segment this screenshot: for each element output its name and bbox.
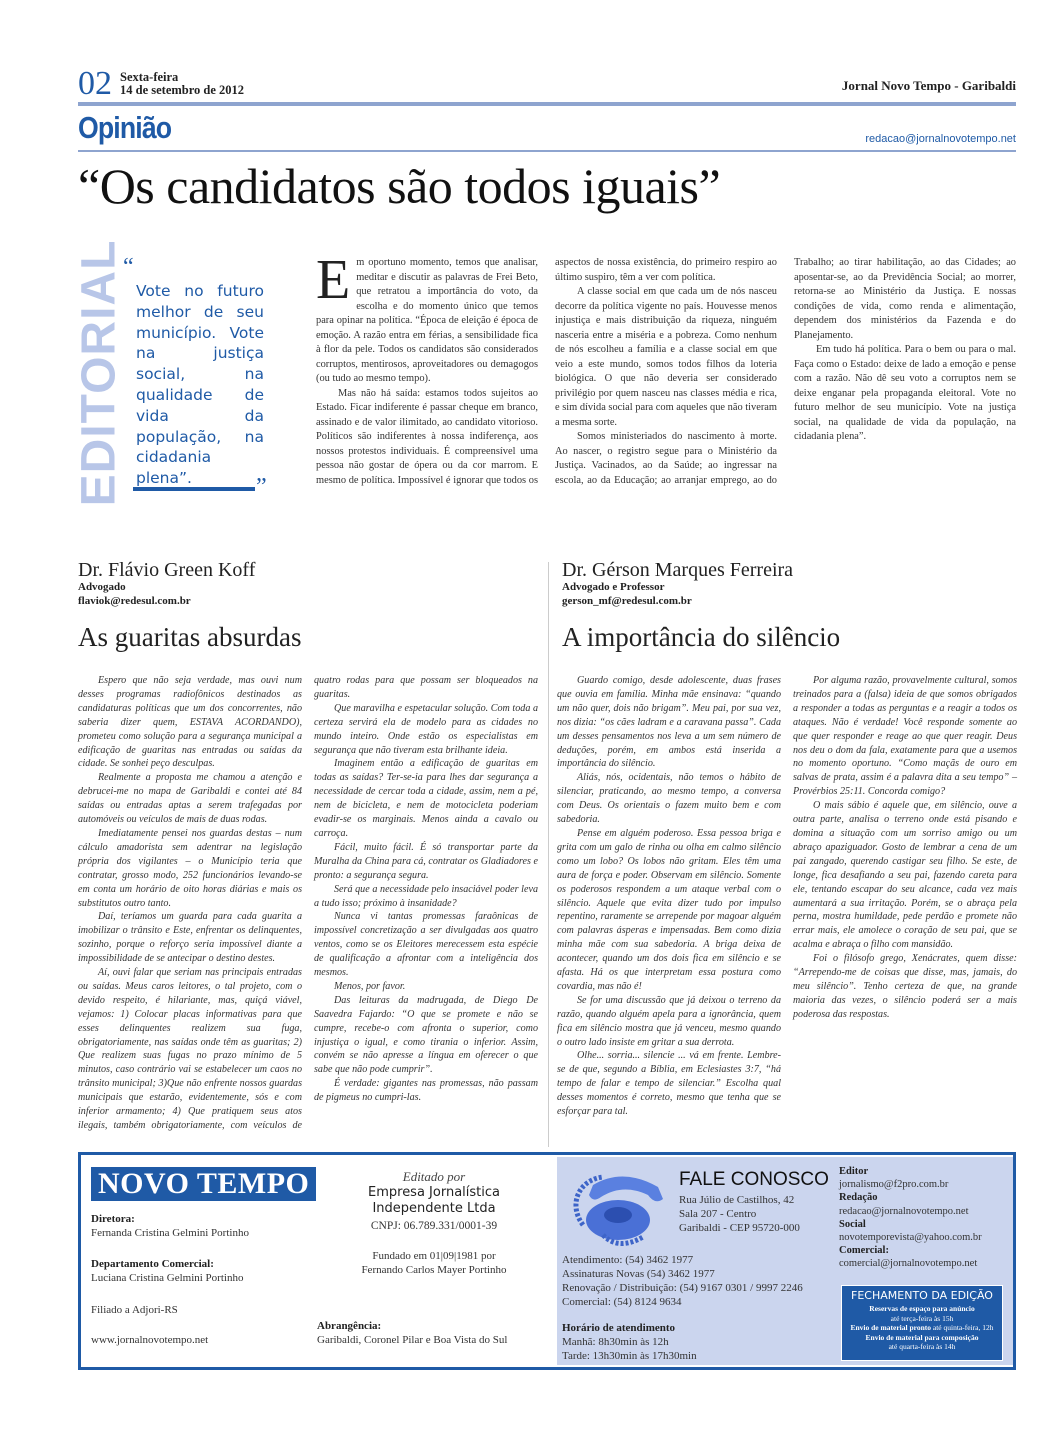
section-title: Opinião: [78, 110, 172, 145]
author-role: Advogado: [78, 581, 126, 593]
email-list: Editor jornalismo@f2pro.com.br Redação redacao@jornalnovotempo.net Social novotemporevista@yahoo.com.br Comercial: comercial@jornalnovotempo.net: [839, 1166, 982, 1270]
article-paragraph: Imediatamente pensei nos guardas destas – num cálculo amadorista sem adentrar na legislação própria dos vigilantes – o Município teria que contratar, grosso modo, 252 funcionários levando-se em conta um horário de oito horas diárias e mais os substitutos outro tanto.: [78, 827, 302, 909]
coverage-label: Abrangência:: [317, 1320, 382, 1332]
article-paragraph: Por alguma razão, provavelmente cultural, somos treinados para a (falsa) ideia de que somos obrigados a responder a todas as perguntas e a reagir a todos os ataques. Não é verdade! Você responde somente ao que quer responder e reage ao que quer reagir. Deus nos deu o dom da fala, exatamente para que a usemos no momento oportuno. “Como maçãs de ouro em salvas de prata, assim é a palavra dita a seu tempo” – Provérbios 25:11. Concorda comigo?: [793, 675, 1017, 798]
article-paragraph: Menos, por favor.: [334, 980, 406, 992]
masthead-footer: [78, 1152, 1016, 1370]
edited-by: Editado por: [402, 1169, 466, 1184]
author-byline: [78, 559, 538, 608]
editorial-label-text: EDITORIAL: [72, 239, 126, 507]
phone-item: Atendimento: (54) 3462 1977: [562, 1254, 694, 1266]
newspaper-name: Jornal Novo Tempo - Garibaldi: [841, 78, 1016, 93]
editorial-paragraph: Em oportuno momento, temos que analisar, meditar e discutir as palavras de Frei Beto, que retratou a importância do voto, da escolha e do momento único que temos para opinar na política. “Época de eleição é época de emoção. A razão entra em férias, a sensibilidade fica à flor da pele. Todos os candidatos são considerados corruptos, mentirosos, aproveitadores ou demagogos (ou tudo ao mesmo tempo).: [316, 249, 538, 384]
author-email[interactable]: flaviok@redesul.com.br: [78, 595, 191, 607]
author-email[interactable]: gerson_mf@redesul.com.br: [562, 595, 692, 607]
article-body: [557, 674, 1017, 1144]
section-email[interactable]: redacao@jornalnovotempo.net: [865, 133, 1016, 145]
editorial-paragraph: Mas não há saída: estamos todos sujeitos ao Estado. Ficar indiferente é passar cheque em branco, assinado e de valor ilimitado, ao candidato vitorioso. Políticos são indiferentes à nossa indiferença, aos nossos protestos individuais. É compreensível uma pessoa não gostar de ópera ou da cor marrom. E mesmo de política. Impossível é ignorar que todos os aspectos de nossa existência, do primeiro respiro ao último suspiro, têm a ver com política.: [316, 257, 777, 486]
open-quote-mark: “: [123, 254, 134, 280]
article-paragraph: É verdade: gigantes nas promessas, não passam de pigmeus no cumpri-las.: [314, 1078, 538, 1104]
commercial-label: Departamento Comercial:: [91, 1258, 214, 1270]
editorial-headline: “Os candidatos são todos iguais”: [78, 158, 721, 214]
email-link[interactable]: jornalismo@f2pro.com.br: [839, 1179, 949, 1191]
article-paragraph: Se for uma discussão que já deixou o terreno da razão, quando alguém apela para a ignorância, quem fica em silêncio mostra que já venceu, mesmo quando o outro lado insiste em gritar a sua derrota.: [557, 994, 781, 1048]
issue-date: [120, 71, 244, 97]
website-link[interactable]: www.jornalnovotempo.net: [91, 1334, 209, 1346]
page-number: 02: [78, 65, 112, 102]
date: 14 de setembro de 2012: [120, 83, 245, 97]
close-quote-mark: ”: [256, 474, 267, 500]
phone-item: Comercial: (54) 8124 9634: [562, 1296, 682, 1308]
article-paragraph: Pense em alguém poderoso. Essa pessoa briga e grita com um galo de rinha ou olha em calmo silêncio como um lobo? Os lobos não gritam. Eles têm uma aura de força e poder. Observam em silêncio. Somente os poderosos respondem a um ataque verbal com o silêncio. Aquele que evita dizer tudo por impulso repentino, raramente se arrepende por magoar alguém com palavras ásperas e impensadas. Bem como dizia minha mãe com sua sabedoria. A briga deixa de acontecer, quando um dos dois fica em silêncio e se afasta. Há os que interpretam essa postura como covardia, mas não é!: [557, 827, 781, 992]
editorial-label: [70, 239, 128, 507]
newspaper-logo: NOVO TEMPO: [91, 1167, 316, 1201]
article-paragraph: Das leituras da madrugada, de Diego De Saavedra Fajardo: “O que se promete e não se cumpre, recebe-o com afronta o superior, como injustiça o igual, e como tirania o inferior. Assim, convém se não apresse a língua em oferecer o que sabe que não pode cumprir”.: [314, 994, 538, 1076]
pull-quote-bar: [133, 487, 255, 491]
email-link[interactable]: novotemporevista@yahoo.com.br: [839, 1232, 982, 1244]
editorial-paragraph: Em tudo há política. Para o bem ou para o mal. Faça como o Estado: deixe de lado a emoção e pense com a razão. Não dê seu voto a corruptos nem se deixe enganar pela propaganda eleitoral. Vote no futuro melhor de seu município. Vote na justiça social, na qualidade de vida da população, na cidadania plena”.: [794, 344, 1016, 442]
article-paragraph: Aliás, nós, ocidentais, não temos o hábito de silenciar, praticando, ao mesmo tempo, a conversa com Deus. Os orientais o fazem muito bem e com sabedoria.: [557, 772, 781, 826]
founded: Fundado em 01|09|1981 por Fernando Carlos Mayer Portinho: [361, 1250, 507, 1276]
editorial-paragraph: A classe social em que cada um de nós nasceu decorre da política vigente no país. Houvesse menos injustiça e mais distribuição da riqueza, ninguém nasceria entre a miséria e a pobreza. Como nenhum de nós escolheu a família e a classe social em que veio a este mundo, somos todos filhos da loteria biológica. O que não deveria ser considerado privilégio por quem nasceu nas classes média e rica, e sim dívida social para com aqueles que não tiveram a mesma sorte.: [555, 286, 777, 428]
commercial-block: [91, 1257, 243, 1285]
article-paragraph: Que maravilha e espetacular solução. Com toda a certeza servirá ela de modelo para as cidades no mundo inteiro. Onde estão os especialistas em segurança que não tiveram esta brilhante ideia.: [314, 702, 538, 756]
contact-panel: [557, 1157, 1013, 1365]
coverage-block: [317, 1319, 507, 1347]
column-divider: [548, 562, 549, 1147]
contact-title: FALE CONOSCO: [679, 1169, 829, 1190]
article-paragraph: Fácil, muito fácil. É só transportar parte da Muralha da China para cá, contratar os Gladiadores e pronto: a segurança segura.: [314, 841, 538, 881]
header-divider: [78, 102, 1016, 106]
author-name: Dr. Flávio Green Koff: [78, 559, 256, 581]
article-paragraph: Nunca vi tantas promessas faraônicas de impossível concretização a ser divulgadas aos quatro ventos, como se os Eleitores merecessem esta espécie de qualificação a afrontar com a inteligência dos mesmos.: [314, 911, 538, 979]
publisher-block: [309, 1169, 559, 1277]
article-title: As guaritas absurdas: [78, 622, 302, 652]
contact-address: Rua Júlio de Castilhos, 42 Sala 207 - Centro Garibaldi - CEP 95720-000: [679, 1194, 800, 1234]
article-paragraph: Foi o filósofo grego, Xenácrates, quem disse: “Arrependo-me de coisas que disse, mas, jamais, do meu silêncio”. Tenho certeza de que, na grande maioria das vezes, o silêncio poderá ser a mais poderosa das respostas.: [793, 953, 1017, 1020]
closing-title: FECHAMENTO DA EDIÇÃO: [851, 1289, 993, 1302]
author-byline: [562, 559, 1022, 608]
article-paragraph: Aí, ouvi falar que seriam nas principais entradas ou saídas. Meus caros leitores, o tal projeto, com o devido respeito, é hilariante, mas, quiçá viável, vejamos: 1) Colocar placas informativas para que esses delinquentes realizem sua fuga, obrigatoriamente, nas saídas onde têm as guaritas; 2) Que realizem suas fugas no prazo mínimo de 5 minutos, caso contrário vai se estabelecer um caos no trânsito municipal; 3)Que não enfrente nossos guardas municipais que estarão, evidentemente, sós e com inferior armamento; 4) Que pratiquem seus atos ilegais, também obrigatoriamente, com veículos de quatro rodas para que possam ser bloqueados na guaritas.: [78, 675, 538, 1131]
author-name: Dr. Gérson Marques Ferreira: [562, 559, 794, 581]
article-paragraph: Imaginem então a edificação de guaritas em todas as saídas? Ter-se-ia para lhes dar segurança a necessidade de cercar toda a cidade, assim, nem a pé, nem de bicicleta, e nem de motocicleta poderiam evadir-se os marginais. Menos ainda a cavalo ou carroça.: [314, 758, 538, 839]
director-name: Fernanda Cristina Gelmini Portinho: [91, 1227, 249, 1239]
coverage: Garibaldi, Coronel Pilar e Boa Vista do Sul: [317, 1334, 508, 1346]
article-paragraph: Guardo comigo, desde adolescente, duas frases que ouvia em família. Minha mãe ensinava: “quando um não quer, dois não brigam”. Meu pai, por sua vez, nos dizia: “os cães ladram e a caravana passa”. Cada um desses pensamentos nos leva a um sem número de deduções, porém, em ambos está inserida a importância do silêncio.: [557, 675, 781, 770]
weekday: Sexta-feira: [120, 70, 179, 84]
office-hours: Horário de atendimento Manhã: 8h30min às 12h Tarde: 13h30min às 17h30min: [562, 1322, 697, 1362]
company-name: Empresa Jornalística Independente Ltda: [368, 1185, 500, 1216]
edition-closing-box: FECHAMENTO DA EDIÇÃO Reservas de espaço para anúncio até terça-feira às 15h Envio de material pronto até quinta-feira, 12h Envio de material para composição até quarta-feira às 14h: [841, 1285, 1003, 1361]
article-title: A importância do silêncio: [562, 622, 841, 652]
email-link[interactable]: redacao@jornalnovotempo.net: [839, 1205, 969, 1217]
phone-item: Renovação / Distribuição: (54) 9167 0301 / 9997 2246: [562, 1282, 803, 1294]
phone-list: [562, 1253, 803, 1309]
article-paragraph: Daí, teríamos um guarda para cada guarita a imobilizar o trânsito e Este, enfrentar os delinquentes, sozinho, porque o reforço seria impossível diante a impossibilidade de se antecipar o destino destes.: [78, 911, 302, 965]
article-paragraph: Espero que não seja verdade, mas ouvi num desses programas radiofônicos destinados as candidaturas políticas que um dos concorrentes, não saberia dizer quem, ESTAVA ACORDANDO), prometeu como solução para a segurança municipal a edificação de guaritas nas entradas ou saídas da cidade. Se sonhei peço desculpas.: [78, 675, 302, 770]
director-block: [91, 1212, 249, 1240]
article-paragraph: Será que a necessidade pelo insaciável poder leva a tudo isso; próximo à insanidade?: [314, 883, 538, 909]
article-paragraph: O mais sábio é aquele que, em silêncio, ouve a outra parte, analisa o terreno onde está pisando e domina a situação com um sorriso amigo ou um abraço apaziguador. Gosto de lembrar a cena de um pai zangado, querendo castigar seu filho. Se este, de longe, fica desafiando a seu pai, fazendo careta para ele, tentando escapar do seu alcance, cada vez mais aumentará a sua irritação. Porém, se o abraça pela perna, mostra humildade, pede perdão e promete não errar mais, ele amolece o coração de seu pai, que se acalma e abraça o filho com mansidão.: [793, 800, 1017, 951]
email-link[interactable]: comercial@jornalnovotempo.net: [839, 1258, 978, 1270]
article-body: [78, 674, 538, 1144]
commercial-name: Luciana Cristina Gelmini Portinho: [91, 1272, 244, 1284]
article-paragraph: Realmente a proposta me chamou a atenção e debrucei-me no mapa de Garibaldi e contei até 84 saídas ou entradas aptas a serem trafegadas por automóveis ou veículos de mais de duas rodas.: [78, 772, 302, 826]
cnpj: CNPJ: 06.789.331/0001-39: [370, 1220, 498, 1232]
section-divider: [78, 150, 1016, 152]
director-label: Diretora:: [91, 1213, 135, 1225]
article-paragraph: Olhe... sorria... silencie ... vá em frente. Lembre-se de que, segundo a Bíblia, em Eclesiastes 3:7, “há tempo de falar e tempo de silenciar.” Escolha qual desses momentos é correto, mesmo que tenha que se esforçar para tal.: [557, 1050, 781, 1118]
drop-cap: E: [316, 249, 351, 311]
editorial-paragraph: Somos ministeriados do nascimento à morte. Ao nascer, o registro segue para o Ministério da Justiça. Vacinados, ao da Saúde; ao ingressar na escola, ao da Educação; ao arranjar emprego, ao do Trabalho; ao tirar habilitação, ao das Cidades; ao aposentar-se, ao da Previdência Social; ao morrer, retorna-se ao Ministério da Justiça. E nossas condições de vida, como renda e alimentação, dependem dos ministérios da Fazenda e do Planejamento.: [555, 257, 1016, 486]
author-role: Advogado e Professor: [562, 581, 665, 593]
telephone-icon: [563, 1165, 675, 1251]
editorial-body: [316, 249, 1016, 490]
phone-item: Assinaturas Novas (54) 3462 1977: [562, 1268, 715, 1280]
pull-quote: Vote no futuro melhor de seu município. Vote na justiça social, na qualidade de vida da população, na cidadania plena”.: [136, 282, 264, 488]
affiliation: Filiado a Adjori-RS: [91, 1304, 178, 1316]
